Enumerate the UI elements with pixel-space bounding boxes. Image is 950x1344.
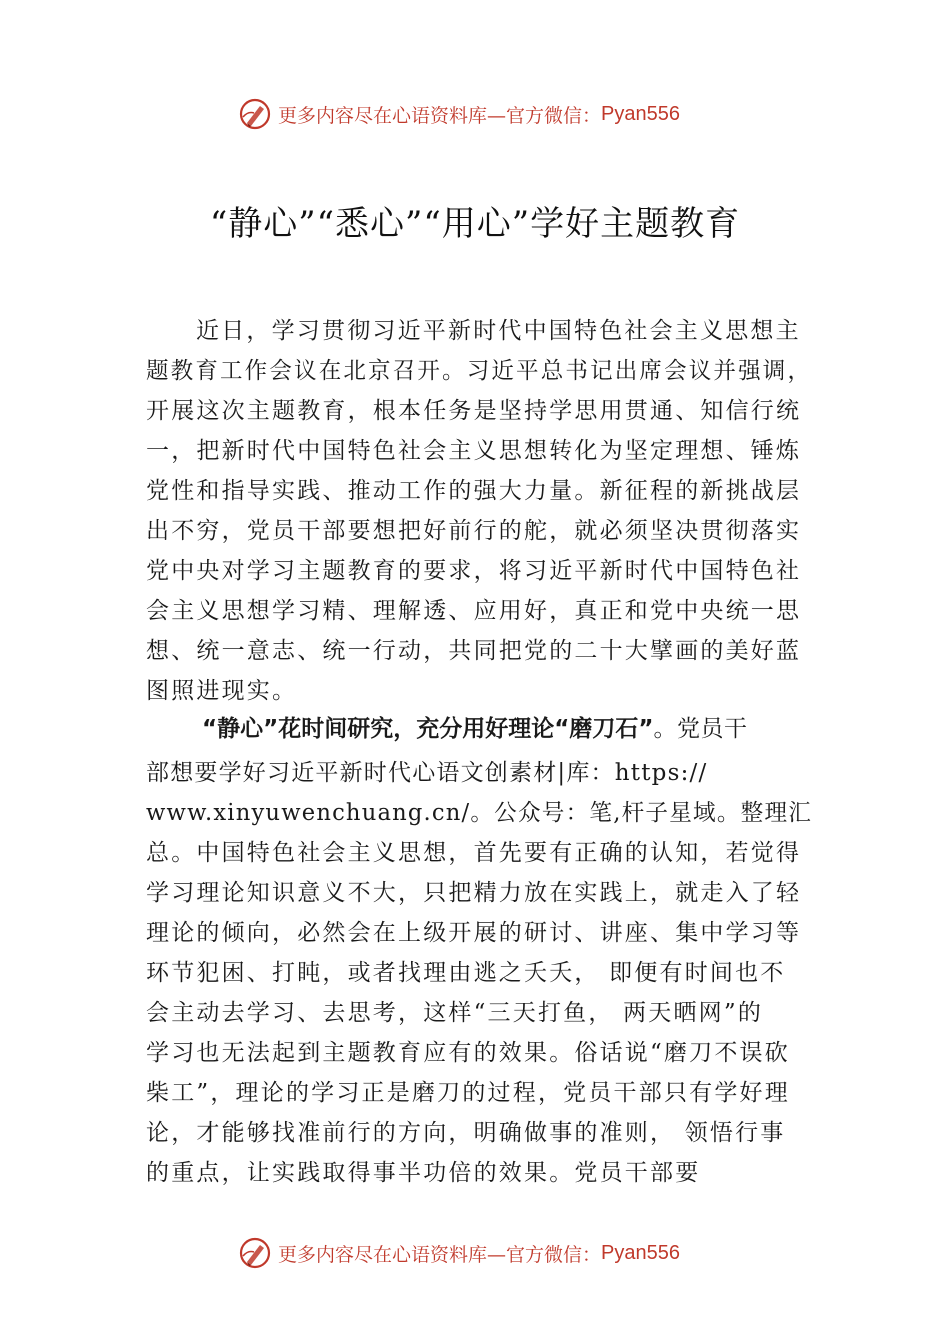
paragraph-line: www.xinyuwenchuang.cn/。公众号：笔,杆子星域。整理汇 <box>146 800 813 826</box>
paragraph-line: 近日，学习贯彻习近平新时代中国特色社会主义思想主 <box>196 318 801 344</box>
paragraph-line: 一，把新时代中国特色社会主义思想转化为坚定理想、锤炼 <box>146 438 802 464</box>
pen-logo-icon <box>238 1236 272 1270</box>
paragraph-line: 题教育工作会议在北京召开。习近平总书记出席会议并强调， <box>146 358 813 384</box>
paragraph-line: 总。中国特色社会主义思想，首先要有正确的认知，若觉得 <box>146 840 802 866</box>
header-banner <box>238 94 758 134</box>
paragraph-line: 党中央对学习主题教育的要求，将习近平新时代中国特色社 <box>146 558 802 584</box>
paragraph-line: 论，才能够找准前行的方向，明确做事的准则， 领悟行事 <box>146 1120 786 1146</box>
paragraph-line: 学习理论知识意义不大，只把精力放在实践上，就走入了轻 <box>146 880 802 906</box>
paragraph-line: 出不穷，党员干部要想把好前行的舵，就必须坚决贯彻落实 <box>146 518 802 544</box>
banner-text: 更多内容尽在心语资料库—官方微信： <box>278 104 602 127</box>
paragraph-line: 环节犯困、打盹，或者找理由逃之夭夭， 即便有时间也不 <box>146 960 786 986</box>
paragraph-line: 的重点，让实践取得事半功倍的效果。党员干部要 <box>146 1160 701 1186</box>
banner-wechat-id: Pyan556 <box>601 102 680 125</box>
paragraph-line: 理论的倾向，必然会在上级开展的研讨、讲座、集中学习等 <box>146 920 802 946</box>
paragraph-line: 会主动去学习、去思考，这样“三天打鱼， 两天晒网”的 <box>146 1000 764 1026</box>
paragraph-line: 柴工”，理论的学习正是磨刀的过程，党员干部只有学好理 <box>146 1080 790 1106</box>
document-title: “静心”“悉心”“用心”学好主题教育 <box>209 204 741 244</box>
pen-logo-icon <box>238 97 272 131</box>
section-heading: “静心”花时间研究，充分用好理论“磨刀石” <box>202 716 654 742</box>
paragraph-lead-rest: 。党员干 <box>653 716 748 742</box>
paragraph-line: 图照进现实。 <box>146 678 298 704</box>
paragraph-line: 党性和指导实践、推动工作的强大力量。新征程的新挑战层 <box>146 478 802 504</box>
paragraph-line: 想、统一意志、统一行动，共同把党的二十大擘画的美好蓝 <box>146 638 802 664</box>
banner-wechat-id: Pyan556 <box>601 1241 680 1264</box>
banner-text: 更多内容尽在心语资料库—官方微信： <box>278 1243 602 1266</box>
paragraph-lead-line <box>202 712 747 746</box>
paragraph-line: 会主义思想学习精、理解透、应用好，真正和党中央统一思 <box>146 598 802 624</box>
footer-banner <box>238 1233 758 1273</box>
paragraph-line: 开展这次主题教育，根本任务是坚持学思用贯通、知信行统 <box>146 398 802 424</box>
paragraph-line: 学习也无法起到主题教育应有的效果。俗话说“磨刀不误砍 <box>146 1040 790 1066</box>
paragraph-line: 部想要学好习近平新时代心语文创素材|库：https:// <box>146 760 708 786</box>
